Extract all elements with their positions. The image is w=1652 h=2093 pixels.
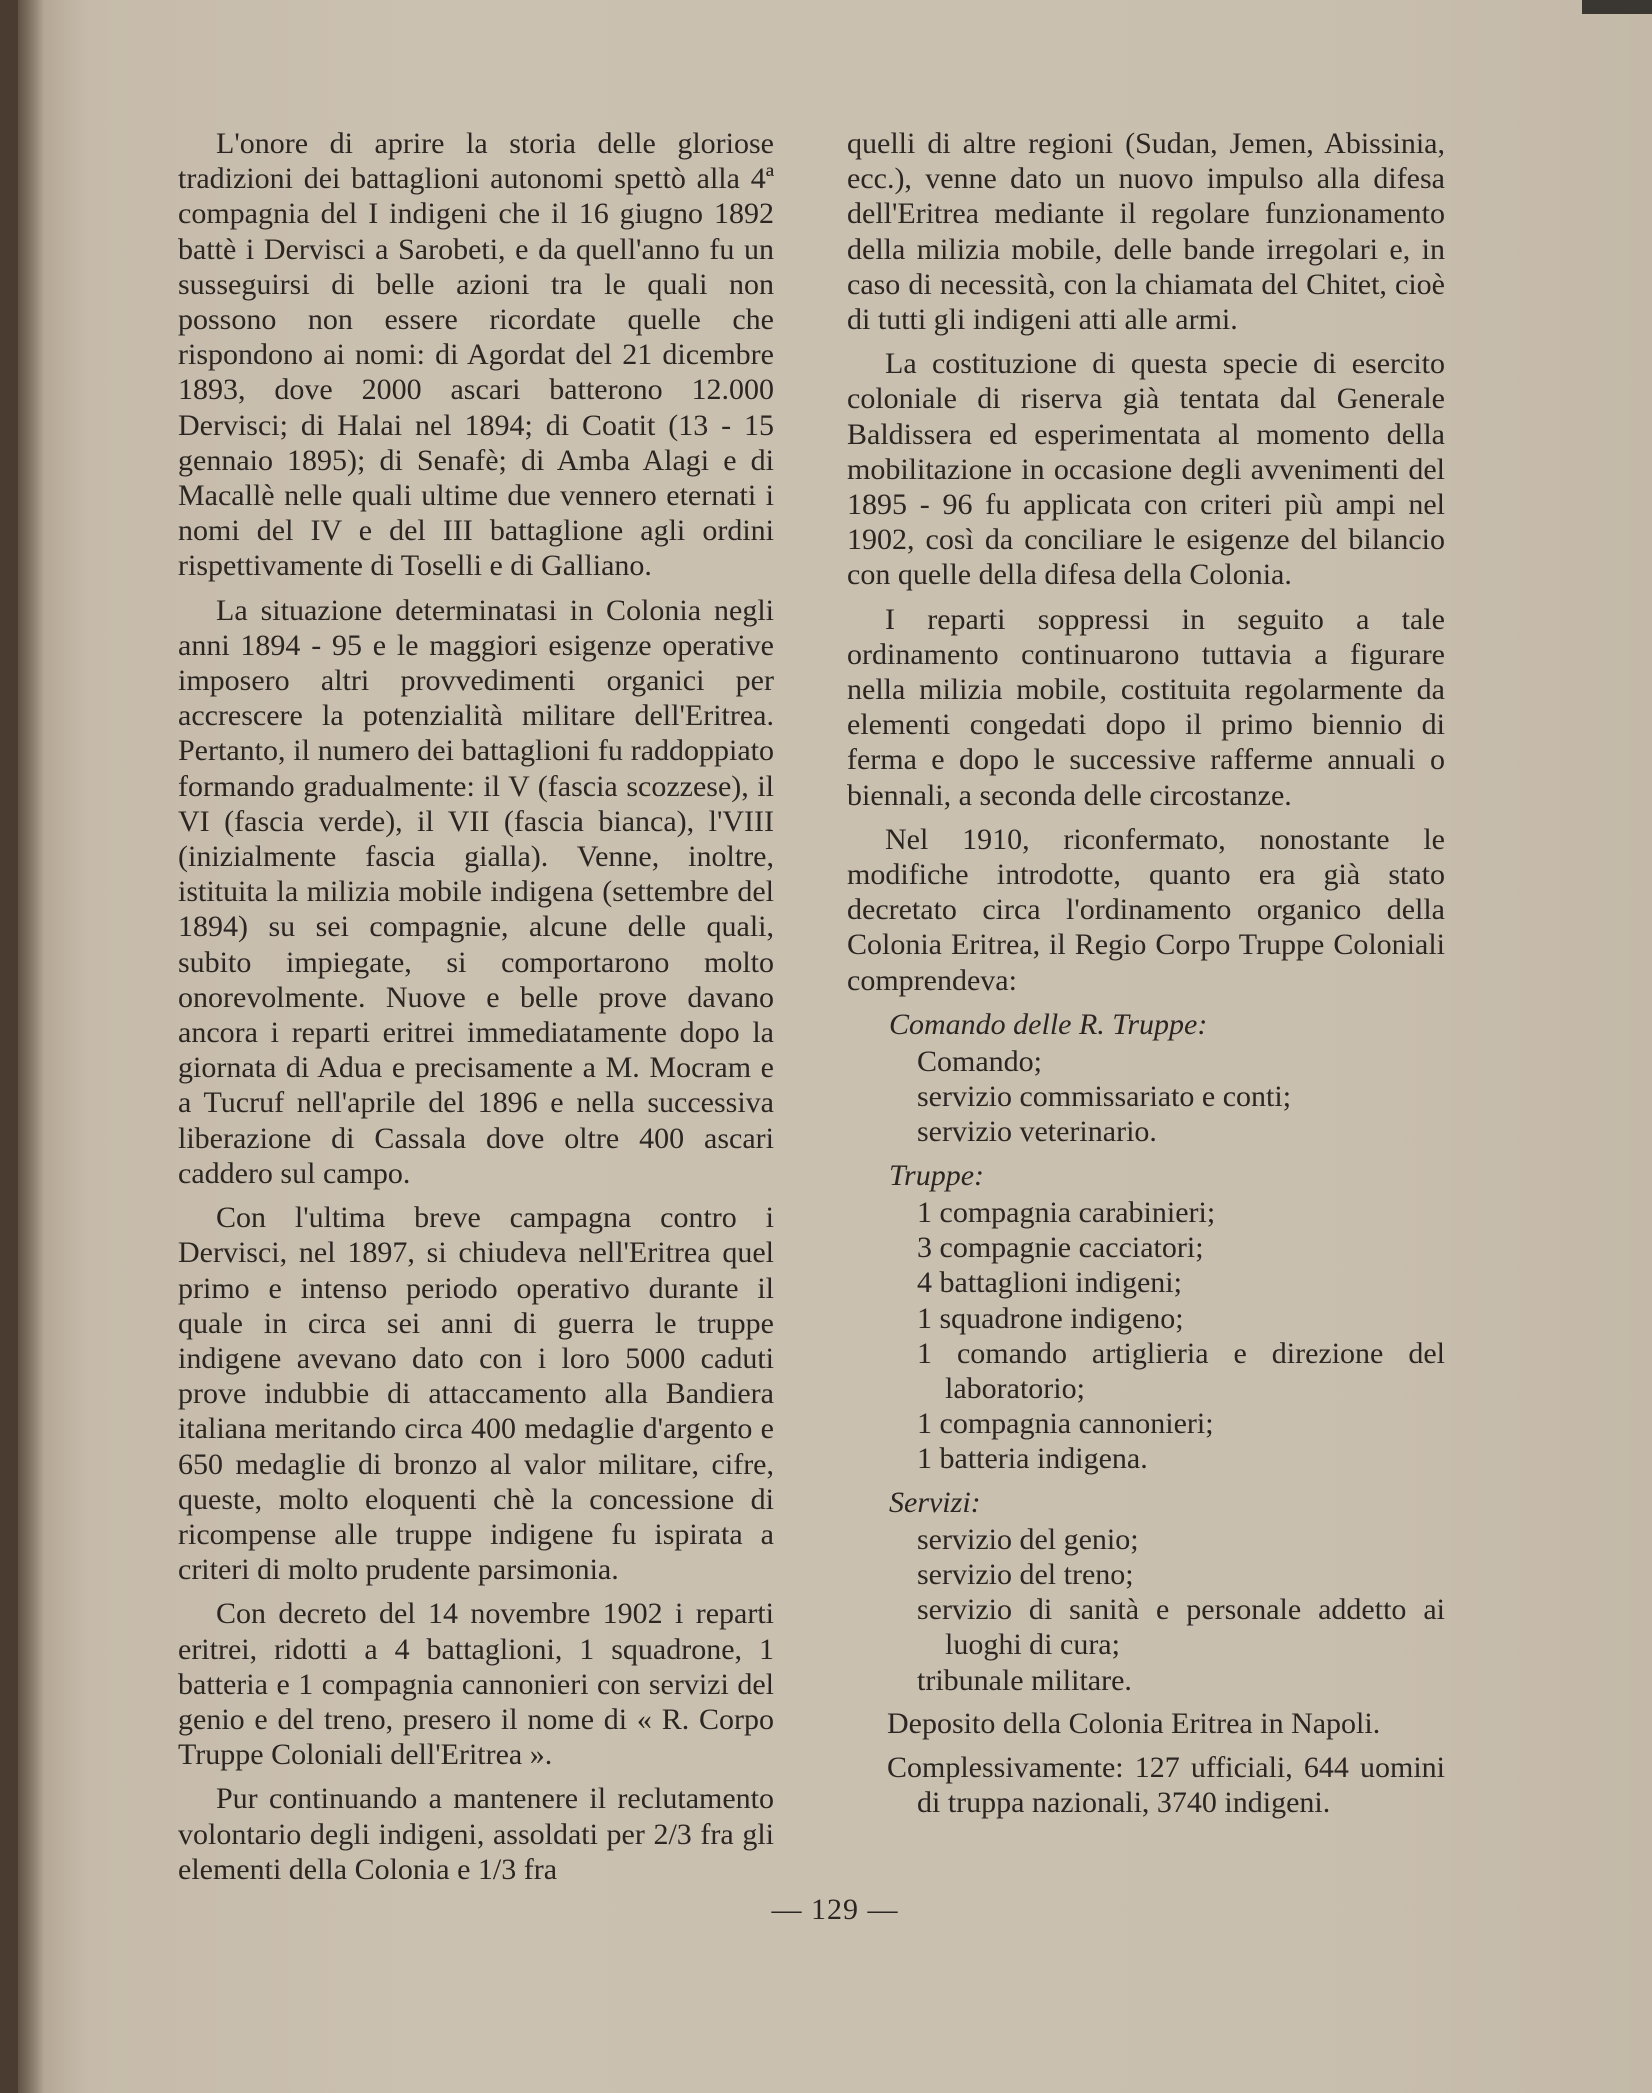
paragraph: L'onore di aprire la storia delle gloriose tradizioni dei battaglioni autonomi spettò alla 4ª compagnia del I indigeni che il 16 giugno 1892 battè i Dervisci a Sarobeti, e da quell'anno fu un susseguirsi di belle azioni tra le quali non possono non essere ricordate quelle che rispondono ai nomi: di Agordat del 21 dicembre 1893, dove 2000 ascari batterono 12.000 Dervisci; di Halai nel 1894; di Coatit (13 - 15 gennaio 1895); di Senafè; di Amba Alagi e di Macallè nelle quali ultime due vennero eternati i nomi del IV e del III battaglione agli ordini rispettivamente di Toselli e di Galliano. xyxy=(178,127,774,583)
section-title: Comando delle R. Truppe: xyxy=(889,1007,1208,1041)
list-item: servizio commissariato e conti; xyxy=(917,1080,1292,1114)
book-page xyxy=(18,0,1652,2093)
section-title: Truppe: xyxy=(889,1158,985,1192)
paragraph: La costituzione di questa specie di esercito coloniale di riserva già tentata dal Generale Baldissera ed esperimentata al momento della mobilitazione in occasione degli avvenimenti del 1895 - 96 fu applicata con criteri più ampi nel 1902, così da conciliare le esigenze del bilancio con quelle della difesa della Colonia. xyxy=(847,347,1445,592)
list-item: 4 battaglioni indigeni; xyxy=(917,1266,1182,1300)
list-item: servizio di sanità e personale addetto ai luoghi di cura; xyxy=(917,1593,1445,1662)
page-gutter-shadow xyxy=(18,0,44,2093)
list-item: Comando; xyxy=(917,1045,1042,1079)
list-item: tribunale militare. xyxy=(917,1663,1132,1697)
list-item: servizio del treno; xyxy=(917,1557,1134,1591)
section-servizi xyxy=(847,1485,1445,1698)
page-number: — 129 — xyxy=(771,1893,899,1926)
deposito-line: Deposito della Colonia Eritrea in Napoli. xyxy=(887,1706,1381,1740)
list-item: 1 batteria indigena. xyxy=(917,1442,1148,1476)
left-column xyxy=(178,126,774,1896)
list-item: 1 squadrone indigeno; xyxy=(917,1301,1184,1335)
paragraph: Con l'ultima breve campagna contro i Dervisci, nel 1897, si chiudeva nell'Eritrea quel primo e intenso periodo operativo durante il quale in circa sei anni di guerra le truppe indigene avevano dato con i loro 5000 caduti prove indubbie di attaccamento alla Bandiera italiana meritando circa 400 medaglie d'argento e 650 medaglie di bronzo al valor militare, cifre, queste, molto eloquenti chè la concessione di ricompense alle truppe indigene fu ispirata a criteri di molto prudente parsimonia. xyxy=(178,1201,774,1587)
list-item: 3 compagnie cacciatori; xyxy=(917,1231,1204,1265)
paragraph: Con decreto del 14 novembre 1902 i reparti eritrei, ridotti a 4 battaglioni, 1 squadrone, 1 batteria e 1 compagnia cannonieri con servizi del genio e del treno, presero il nome di « R. Corpo Truppe Coloniali dell'Eritrea ». xyxy=(178,1597,774,1772)
paragraph: La situazione determinatasi in Colonia negli anni 1894 - 95 e le maggiori esigenze operative imposero altri provvedimenti organici per accrescere la potenzialità militare dell'Eritrea. Pertanto, il numero dei battaglioni fu raddoppiato formando gradualmente: il V (fascia scozzese), il VI (fascia verde), il VII (fascia bianca), l'VIII (inizialmente fascia gialla). Venne, inoltre, istituita la milizia mobile indigena (settembre del 1894) su sei compagnie, alcune delle quali, subito impiegate, si comportarono molto onorevolmente. Nuove e belle prove davano ancora i reparti eritrei immediatamente dopo la giornata di Adua e precisamente a M. Mocram e a Tucruf nell'aprile del 1896 e nella successiva liberazione di Cassala dove oltre 400 ascari caddero sul campo. xyxy=(178,593,774,1190)
list-item: servizio veterinario. xyxy=(917,1115,1157,1149)
section-truppe xyxy=(847,1158,1445,1477)
section-title: Servizi: xyxy=(889,1485,981,1519)
list-item: 1 compagnia carabinieri; xyxy=(917,1195,1216,1229)
list-item: servizio del genio; xyxy=(917,1522,1139,1556)
section-comando xyxy=(847,1007,1445,1150)
paragraph: I reparti soppressi in seguito a tale ordinamento continuarono tuttavia a figurare nella milizia mobile, costituita regolarmente da elementi congedati dopo il primo biennio di ferma e dopo le successive rafferme annuali o biennali, a seconda delle circostanze. xyxy=(847,602,1445,812)
paragraph: Nel 1910, riconfermato, nonostante le modifiche introdotte, quanto era già stato decretato circa l'ordinamento organico della Colonia Eritrea, il Regio Corpo Truppe Coloniali comprendeva: xyxy=(847,822,1445,997)
list-item: 1 compagnia cannonieri; xyxy=(917,1407,1214,1441)
paragraph: Pur continuando a mantenere il reclutamento volontario degli indigeni, assoldati per 2/3 fra gli elementi della Colonia e 1/3 fra xyxy=(178,1782,774,1886)
right-column xyxy=(847,126,1445,1829)
paragraph: quelli di altre regioni (Sudan, Jemen, Abissinia, ecc.), venne dato un nuovo impulso alla difesa dell'Eritrea mediante il regolare funzionamento della milizia mobile, delle bande irregolari e, in caso di necessità, con la chiamata del Chitet, cioè di tutti gli indigeni atti alle armi. xyxy=(847,127,1445,337)
complessivamente-line: Complessivamente: 127 ufficiali, 644 uomini di truppa nazionali, 3740 indigeni. xyxy=(887,1750,1445,1820)
page-corner-tab xyxy=(1582,0,1652,14)
list-item: 1 comando artiglieria e direzione del laboratorio; xyxy=(917,1336,1445,1405)
